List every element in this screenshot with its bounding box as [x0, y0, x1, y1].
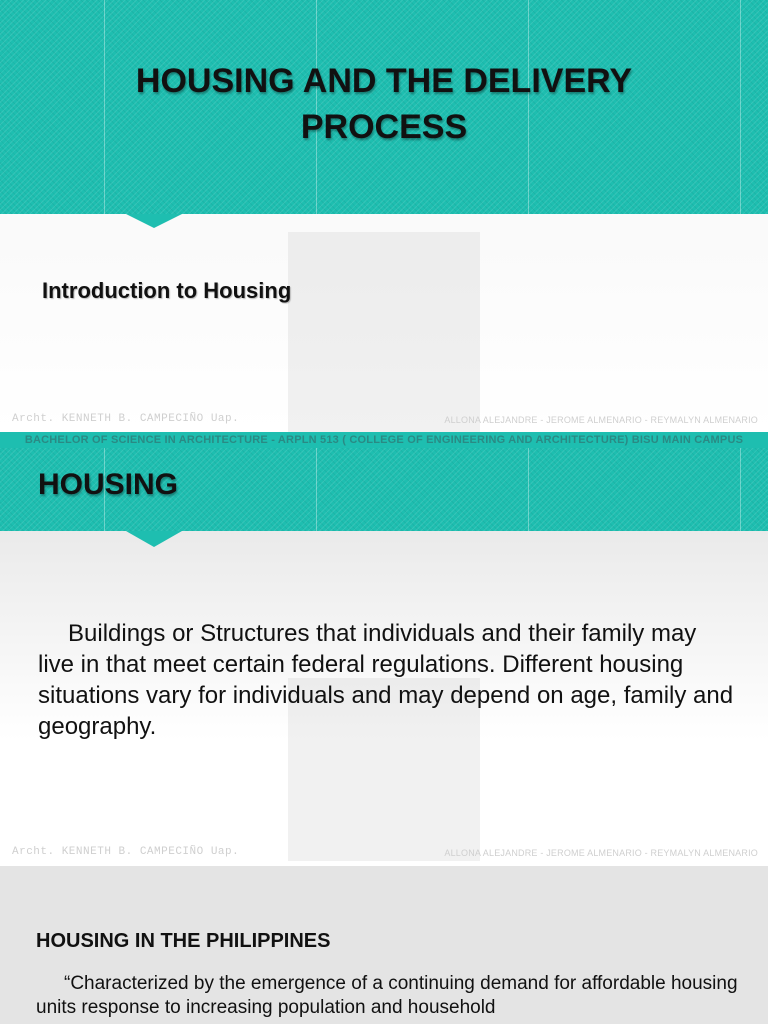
slide-2-title: HOUSING — [38, 468, 179, 501]
slide-1 — [0, 0, 768, 432]
slide-2-header — [0, 448, 768, 531]
header-pointer — [126, 531, 182, 547]
slide-3-body: “Characterized by the emergence of a continuing demand for affordable housing units response to increasing population and household — [36, 973, 738, 1018]
slide-1-title: HOUSING AND THE DELIVERY PROCESS — [135, 62, 633, 146]
slide-1-subtitle: Introduction to Housing — [42, 278, 292, 303]
slide-1-footer-credits: ALLONA ALEJANDRE - JEROME ALMENARIO - REYMALYN ALMENARIO — [444, 415, 758, 425]
course-banner-1: BACHELOR OF SCIENCE IN ARCHITECTURE - ARPLN 513 ( COLLEGE OF ENGINEERING AND ARCHITECTURE) BISU MAIN CAMPUS — [0, 432, 768, 448]
slide-3 — [0, 866, 768, 1024]
slide-1-footer-author: Archt. KENNETH B. CAMPECIÑO Uap. — [12, 413, 240, 425]
slide-1-header — [0, 0, 768, 214]
slide-3-title: HOUSING IN THE PHILIPPINES — [36, 930, 331, 952]
slide-2-footer-credits: ALLONA ALEJANDRE - JEROME ALMENARIO - REYMALYN ALMENARIO — [444, 848, 758, 858]
slide-2-footer-author: Archt. KENNETH B. CAMPECIÑO Uap. — [12, 846, 240, 858]
background-ghost-shape — [288, 232, 480, 432]
header-pointer — [126, 214, 182, 228]
slide-2-body: Buildings or Structures that individuals and their family may live in that meet certain federal regulations. Different housing situations vary for individuals and may depend on age, family and geography. — [38, 620, 734, 740]
slide-2 — [0, 448, 768, 866]
